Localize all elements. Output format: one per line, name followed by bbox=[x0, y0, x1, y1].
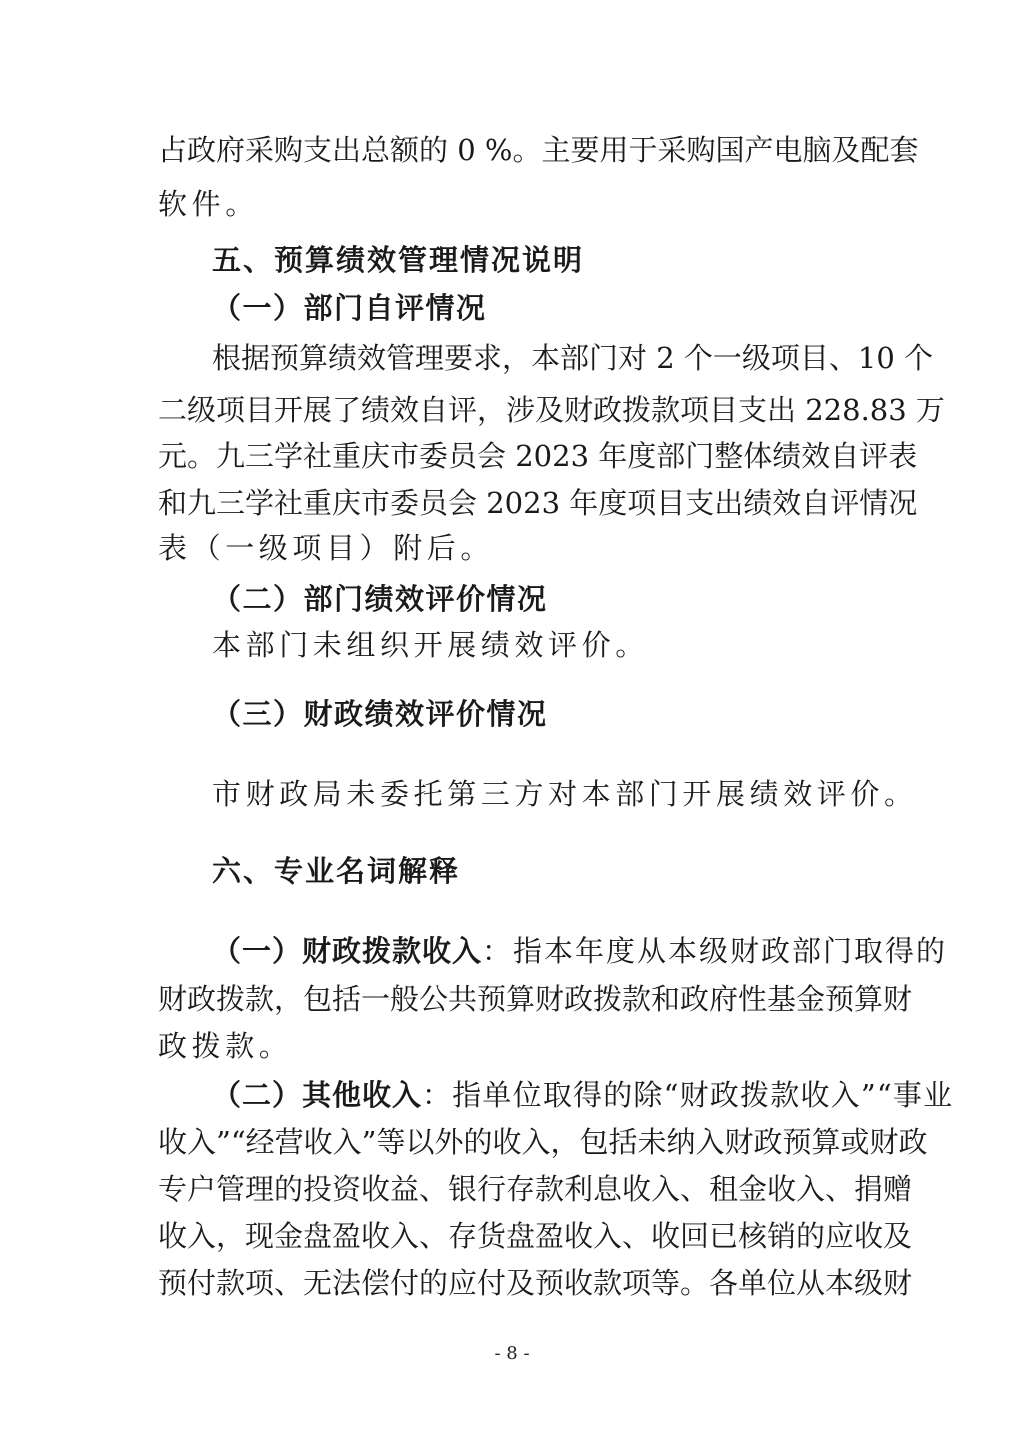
page-number: - 8 - bbox=[494, 1343, 530, 1364]
section-5-sub-3-text: 市财政局未委托第三方对本部门开展绩效评价。 bbox=[212, 777, 918, 811]
section-6-heading: 六、专业名词解释 bbox=[212, 854, 461, 888]
section-5-sub-2-heading: （二）部门绩效评价情况 bbox=[212, 582, 548, 616]
term-1-label: （一）财政拨款收入 bbox=[212, 934, 483, 968]
term-1-line-2: 财政拨款，包括一般公共预算财政拨款和政府性基金预算财 bbox=[158, 982, 913, 1016]
intro-line-1: 占政府采购支出总额的 0 %。主要用于采购国产电脑及配套 bbox=[158, 133, 919, 167]
term-2-definition-start: ：指单位取得的除“财政拨款收入”“事业 bbox=[422, 1078, 954, 1112]
term-2-line-2: 收入”“经营收入”等以外的收入，包括未纳入财政预算或财政 bbox=[158, 1125, 928, 1159]
term-2-line-1 bbox=[212, 1075, 954, 1115]
term-2-line-4: 收入，现金盘盈收入、存货盘盈收入、收回已核销的应收及 bbox=[158, 1219, 913, 1253]
term-1-line-1 bbox=[212, 931, 948, 971]
section-5-sub-1-line-2: 二级项目开展了绩效自评，涉及财政拨款项目支出 228.83 万 bbox=[158, 393, 945, 427]
term-2-label: （二）其他收入 bbox=[212, 1078, 423, 1112]
term-1-definition-start: ：指本年度从本级财政部门取得的 bbox=[482, 934, 948, 968]
section-5-sub-2-text: 本部门未组织开展绩效评价。 bbox=[212, 628, 649, 662]
section-5-sub-1-line-1: 根据预算绩效管理要求，本部门对 2 个一级项目、10 个 bbox=[212, 341, 934, 375]
section-5-sub-3-heading: （三）财政绩效评价情况 bbox=[212, 697, 548, 731]
term-1-line-3: 政拨款。 bbox=[158, 1029, 293, 1063]
term-2-line-3: 专户管理的投资收益、银行存款利息收入、租金收入、捐赠 bbox=[158, 1172, 913, 1206]
term-2-line-5: 预付款项、无法偿付的应付及预收款项等。各单位从本级财 bbox=[158, 1266, 913, 1300]
section-5-sub-1-line-4: 和九三学社重庆市委员会 2023 年度项目支出绩效自评情况 bbox=[158, 486, 918, 520]
section-5-sub-1-heading: （一）部门自评情况 bbox=[212, 291, 487, 325]
intro-line-2: 软件。 bbox=[158, 187, 259, 221]
section-5-sub-1-line-3: 元。九三学社重庆市委员会 2023 年度部门整体绩效自评表 bbox=[158, 439, 918, 473]
section-5-sub-1-line-5: 表（一级项目）附后。 bbox=[158, 531, 495, 565]
section-5-heading: 五、预算绩效管理情况说明 bbox=[212, 243, 585, 277]
